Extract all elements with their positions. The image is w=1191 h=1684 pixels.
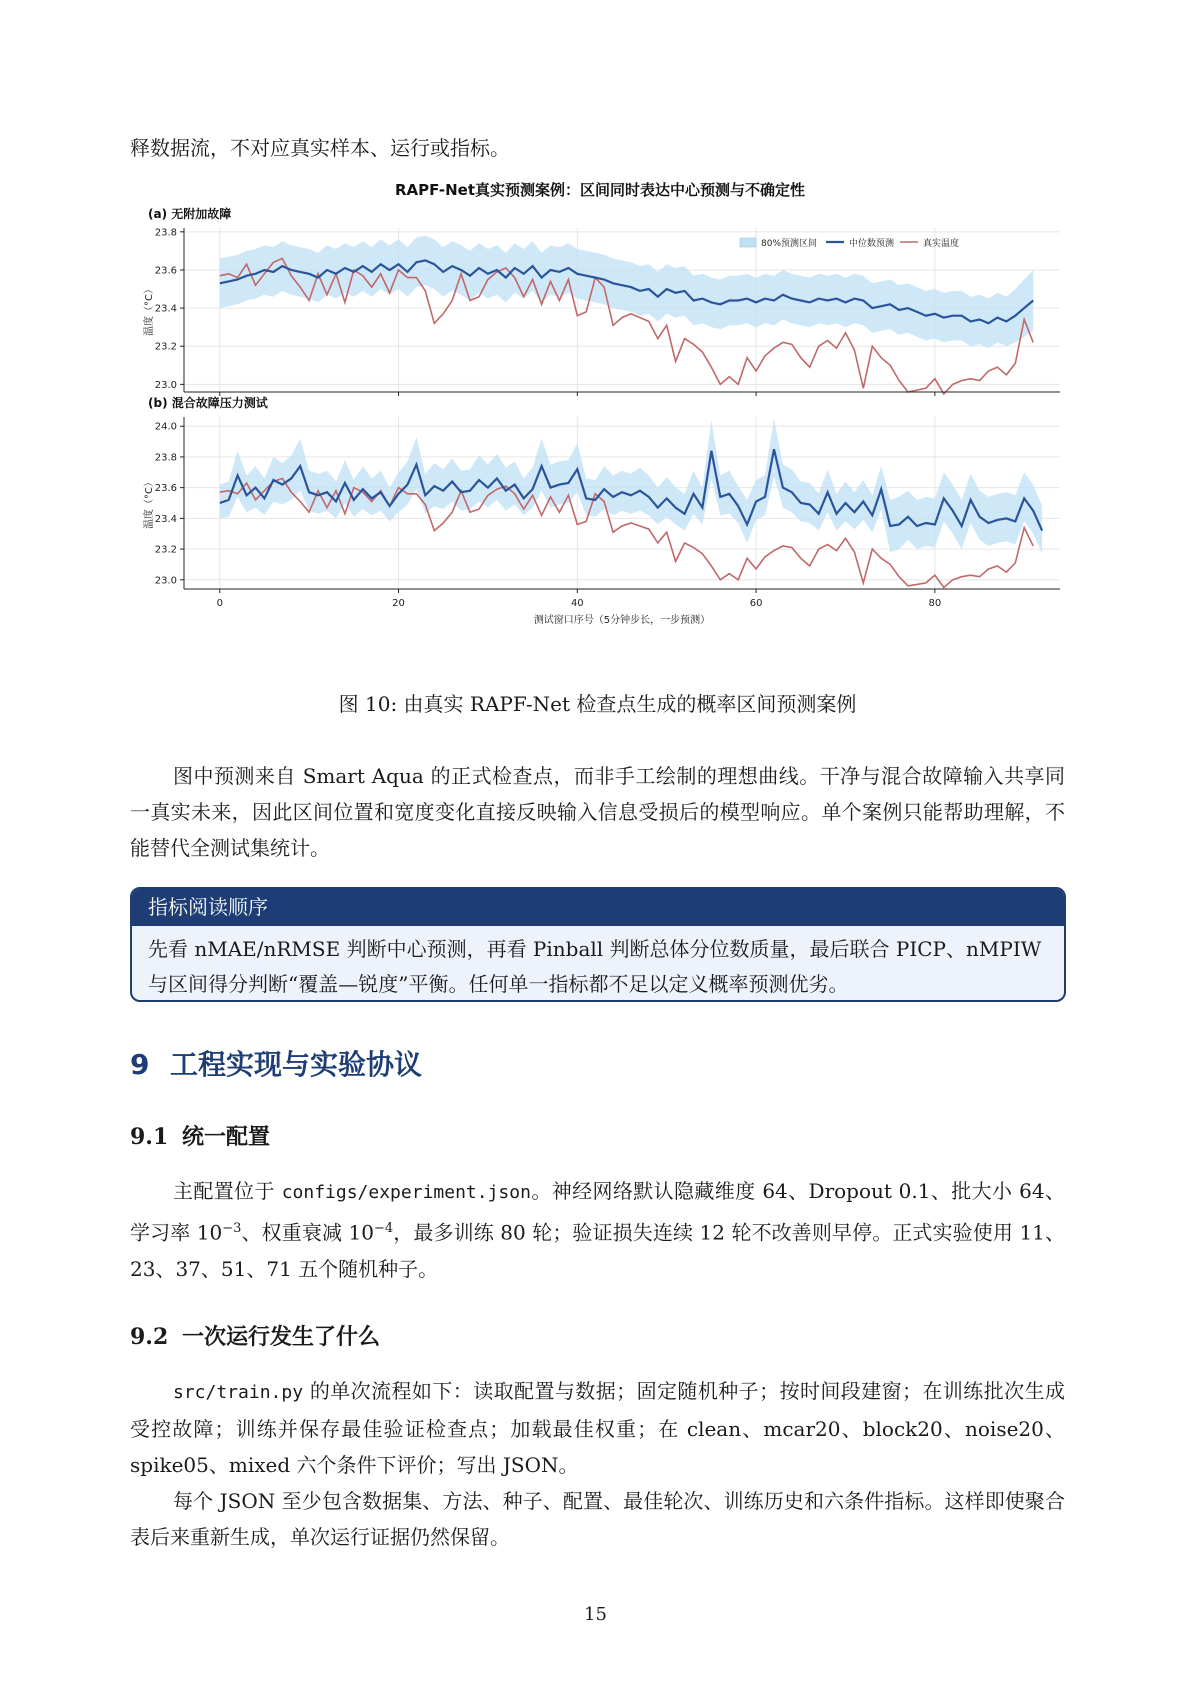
- body-paragraph-1: 图中预测来自 Smart Aqua 的正式检查点，而非手工绘制的理想曲线。干净与混合故障输入共享同一真实未来，因此区间位置和宽度变化直接反映输入信息受损后的模型响应。单个案例只能帮助理解，不能替代全测试集统计。: [130, 764, 1065, 860]
- legend-swatch-band: [740, 238, 756, 247]
- subsection-number: 9.1: [130, 1124, 169, 1150]
- interval-forecast-chart: [140, 180, 1060, 680]
- y-axis-label: 温度（°C）: [144, 284, 155, 336]
- subsection-title: 统一配置: [182, 1125, 271, 1150]
- page-number: 15: [584, 1604, 607, 1625]
- x-tick-label: 0: [216, 598, 223, 609]
- figure: [140, 180, 1060, 680]
- legend-label: 真实温度: [923, 239, 960, 249]
- section-title: 工程实现与实验协议: [170, 1048, 423, 1081]
- y-tick-label: 23.8: [154, 452, 177, 464]
- figure-caption: 图 10: 由真实 RAPF-Net 检查点生成的概率区间预测案例: [338, 692, 857, 716]
- x-tick-label: 20: [392, 598, 405, 609]
- subsection-title: 一次运行发生了什么: [182, 1325, 381, 1350]
- chart-title: RAPF-Net真实预测案例：区间同时表达中心预测与不确定性: [394, 181, 806, 199]
- exponent: −3: [222, 1221, 242, 1236]
- x-tick-label: 40: [570, 598, 584, 609]
- section-heading: [130, 1043, 422, 1083]
- y-tick-label: 23.4: [154, 303, 177, 315]
- continued-paragraph: 释数据流，不对应真实样本、运行或指标。: [130, 136, 510, 160]
- body-paragraph-3: [130, 1373, 1065, 1483]
- callout-box: [130, 887, 1066, 1002]
- exponent: −4: [374, 1221, 394, 1236]
- text-run: 的单次流程如下：读取配置与数据；固定随机种子；按时间段建窗；在训练批次生成受控故障；训练并保存最佳验证检查点；加载最佳权重；在 clean、mcar20、block20、noise20、spike05、mixed 六个条件下评价；写出 JSON。: [130, 1379, 1065, 1477]
- y-tick-label: 23.6: [154, 483, 177, 495]
- y-tick-label: 23.6: [154, 265, 177, 277]
- section-number: 9: [130, 1048, 150, 1081]
- legend-label: 中位数预测: [849, 239, 895, 249]
- subsection-heading-1: [130, 1120, 270, 1151]
- panel-title: (a) 无附加故障: [148, 207, 232, 221]
- body-paragraph-2: [130, 1173, 1065, 1287]
- text-run: ，最多训练 80 轮；验证损失连续 12 轮不改善则早停。正式实验使用 11、23、37、51、71 五个随机种子。: [130, 1220, 1066, 1281]
- text-run: 。神经网络默认隐藏维度 64、Dropout 0.1、批大小 64、学习率 10: [130, 1179, 1065, 1245]
- panel-title: (b) 混合故障压力测试: [148, 396, 268, 410]
- x-tick-label: 60: [749, 598, 763, 609]
- text-run: 主配置位于: [173, 1179, 282, 1203]
- x-tick-label: 80: [928, 598, 942, 609]
- text-run: 、权重衰减 10: [241, 1220, 374, 1245]
- y-tick-label: 23.2: [154, 544, 177, 556]
- y-tick-label: 24.0: [154, 421, 177, 433]
- script-path-code: src/train.py: [173, 1382, 304, 1403]
- y-tick-label: 23.2: [154, 341, 177, 353]
- subsection-number: 9.2: [130, 1324, 169, 1350]
- callout-body: 先看 nMAE/nRMSE 判断中心预测，再看 Pinball 判断总体分位数质量，最后联合 PICP、nMPIW 与区间得分判断“覆盖—锐度”平衡。任何单一指标都不足以定义概率预测优劣。: [148, 937, 1042, 996]
- y-axis-label: 温度（°C）: [144, 477, 155, 529]
- y-tick-label: 23.0: [154, 575, 177, 587]
- y-tick-label: 23.4: [154, 513, 177, 525]
- x-axis-label: 测试窗口序号（5分钟步长，一步预测）: [533, 615, 711, 626]
- callout-title: 指标阅读顺序: [132, 889, 1064, 926]
- config-path-code: configs/experiment.json: [281, 1182, 531, 1203]
- subsection-heading-2: [130, 1320, 380, 1351]
- y-tick-label: 23.0: [154, 379, 177, 391]
- y-tick-label: 23.8: [154, 227, 177, 239]
- legend-label: 80%预测区间: [761, 239, 818, 249]
- body-paragraph-4: 每个 JSON 至少包含数据集、方法、种子、配置、最佳轮次、训练历史和六条件指标。这样即使聚合表后来重新生成，单次运行证据仍然保留。: [130, 1489, 1065, 1549]
